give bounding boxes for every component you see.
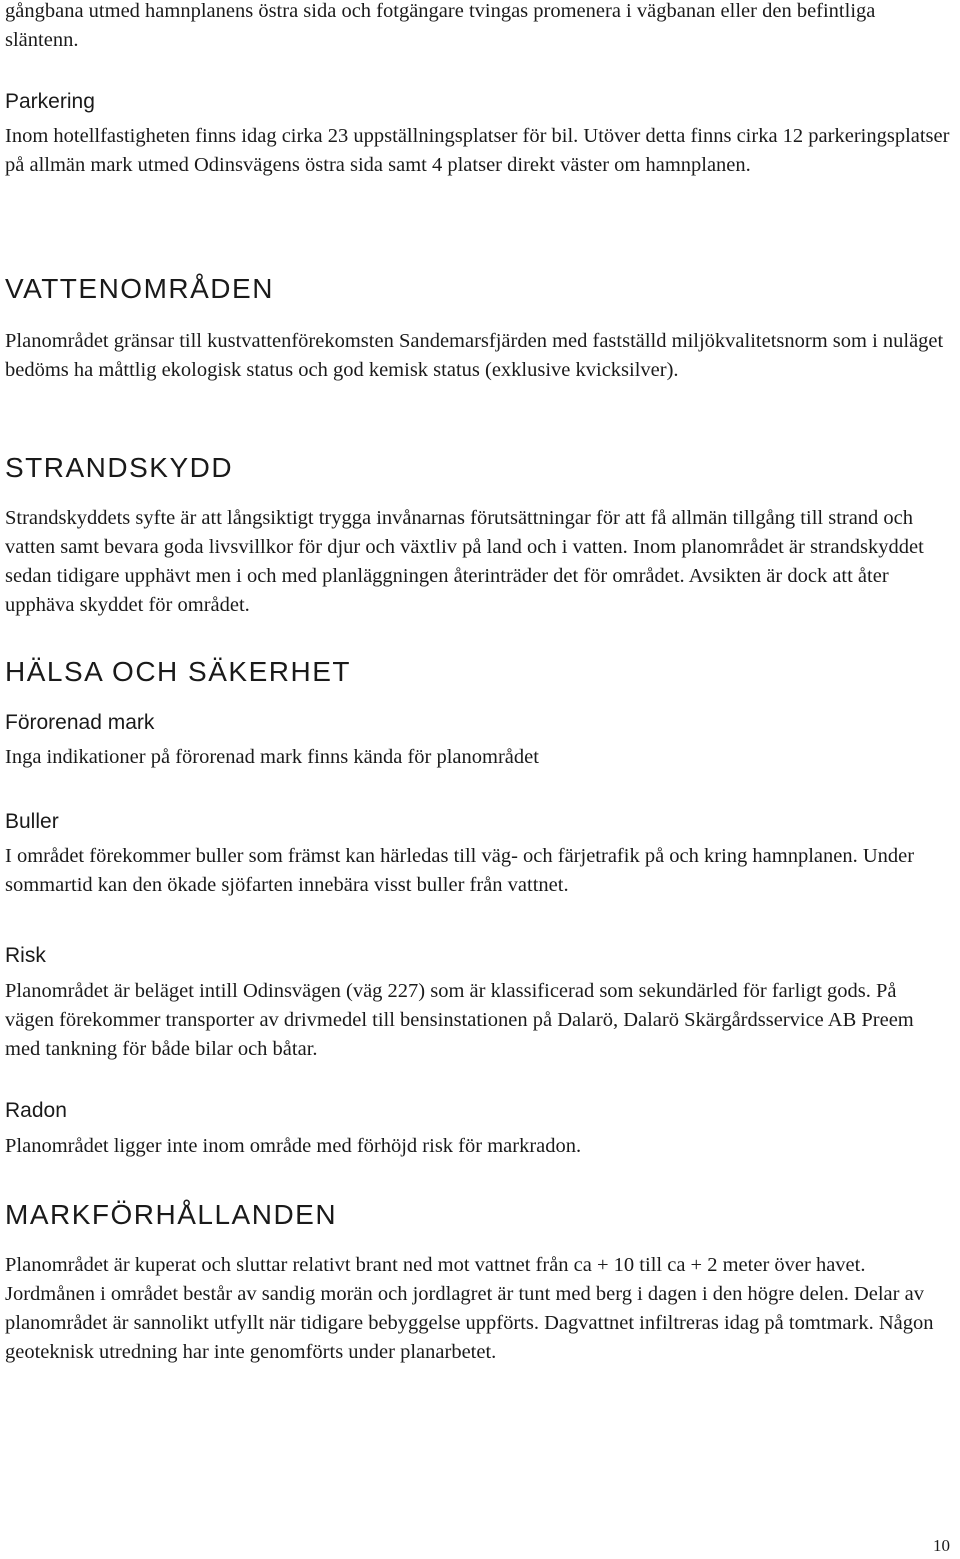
fororenad-mark-text: Inga indikationer på förorenad mark finns kända för planområdet xyxy=(5,746,539,768)
markforhallanden-text: Planområdet är kuperat och sluttar relativt brant ned mot vattnet från ca + 10 till ca + 2 meter över havet. Jordmånen i området består av sandig morän och jordlagret är tunt med berg i dagen i den högre delen. Delar av planområdet är sannolikt utfyllt när tidigare bebyggelse uppförts. Dagvattnet infiltreras idag på tomtmark. Någon geoteknisk utredning har inte genomförts under planarbetet. xyxy=(5,1254,934,1363)
strandskydd-heading: STRANDSKYDD xyxy=(5,452,234,483)
halsa-heading: HÄLSA OCH SÄKERHET xyxy=(5,656,351,687)
intro-paragraph: gångbana utmed hamnplanens östra sida och fotgängare tvingas promenera i vägbanan eller den befintliga släntenn. xyxy=(5,0,876,51)
page-number: 10 xyxy=(933,1536,950,1555)
parking-text: Inom hotellfastigheten finns idag cirka 23 uppställningsplatser för bil. Utöver detta finns cirka 12 parkeringsplatser på allmän mark utmed Odinsvägens östra sida samt 4 platser direkt väster om hamnplanen. xyxy=(5,125,950,176)
buller-text: I området förekommer buller som främst kan härledas till väg- och färjetrafik på och kring hamnplanen. Under sommartid kan den ökade sjöfarten innebära visst buller från vattnet. xyxy=(5,845,915,896)
radon-text: Planområdet ligger inte inom område med förhöjd risk för markradon. xyxy=(5,1135,582,1157)
risk-heading: Risk xyxy=(5,944,46,967)
parking-heading: Parkering xyxy=(5,90,95,113)
buller-heading: Buller xyxy=(5,810,59,833)
radon-heading: Radon xyxy=(5,1099,67,1122)
fororenad-mark-heading: Förorenad mark xyxy=(5,711,155,734)
markforhallanden-heading: MARKFÖRHÅLLANDEN xyxy=(5,1199,338,1230)
strandskydd-text: Strandskyddets syfte är att långsiktigt trygga invånarnas förutsättningar för att få allmän tillgång till strand och vatten samt bevara goda livsvillkor för djur och växtliv på land och i vatten. Inom planområdet är strandskyddet sedan tidigare upphävt men i och med planläggningen återinträder det för området. Avsikten är dock att åter upphäva skyddet för området. xyxy=(5,507,924,616)
vattenomraden-heading: VATTENOMRÅDEN xyxy=(5,273,274,304)
risk-text: Planområdet är beläget intill Odinsvägen (väg 227) som är klassificerad som sekundärled för farligt gods. På vägen förekommer transporter av drivmedel till bensinstationen på Dalarö, Dalarö Skärgårdsservice AB Preem med tankning för både bilar och båtar. xyxy=(5,980,914,1060)
vattenomraden-text: Planområdet gränsar till kustvattenförekomsten Sandemarsfjärden med fastställd miljökvalitetsnorm som i nuläget bedöms ha måttlig ekologisk status och god kemisk status (exklusive kvicksilver). xyxy=(5,330,944,381)
